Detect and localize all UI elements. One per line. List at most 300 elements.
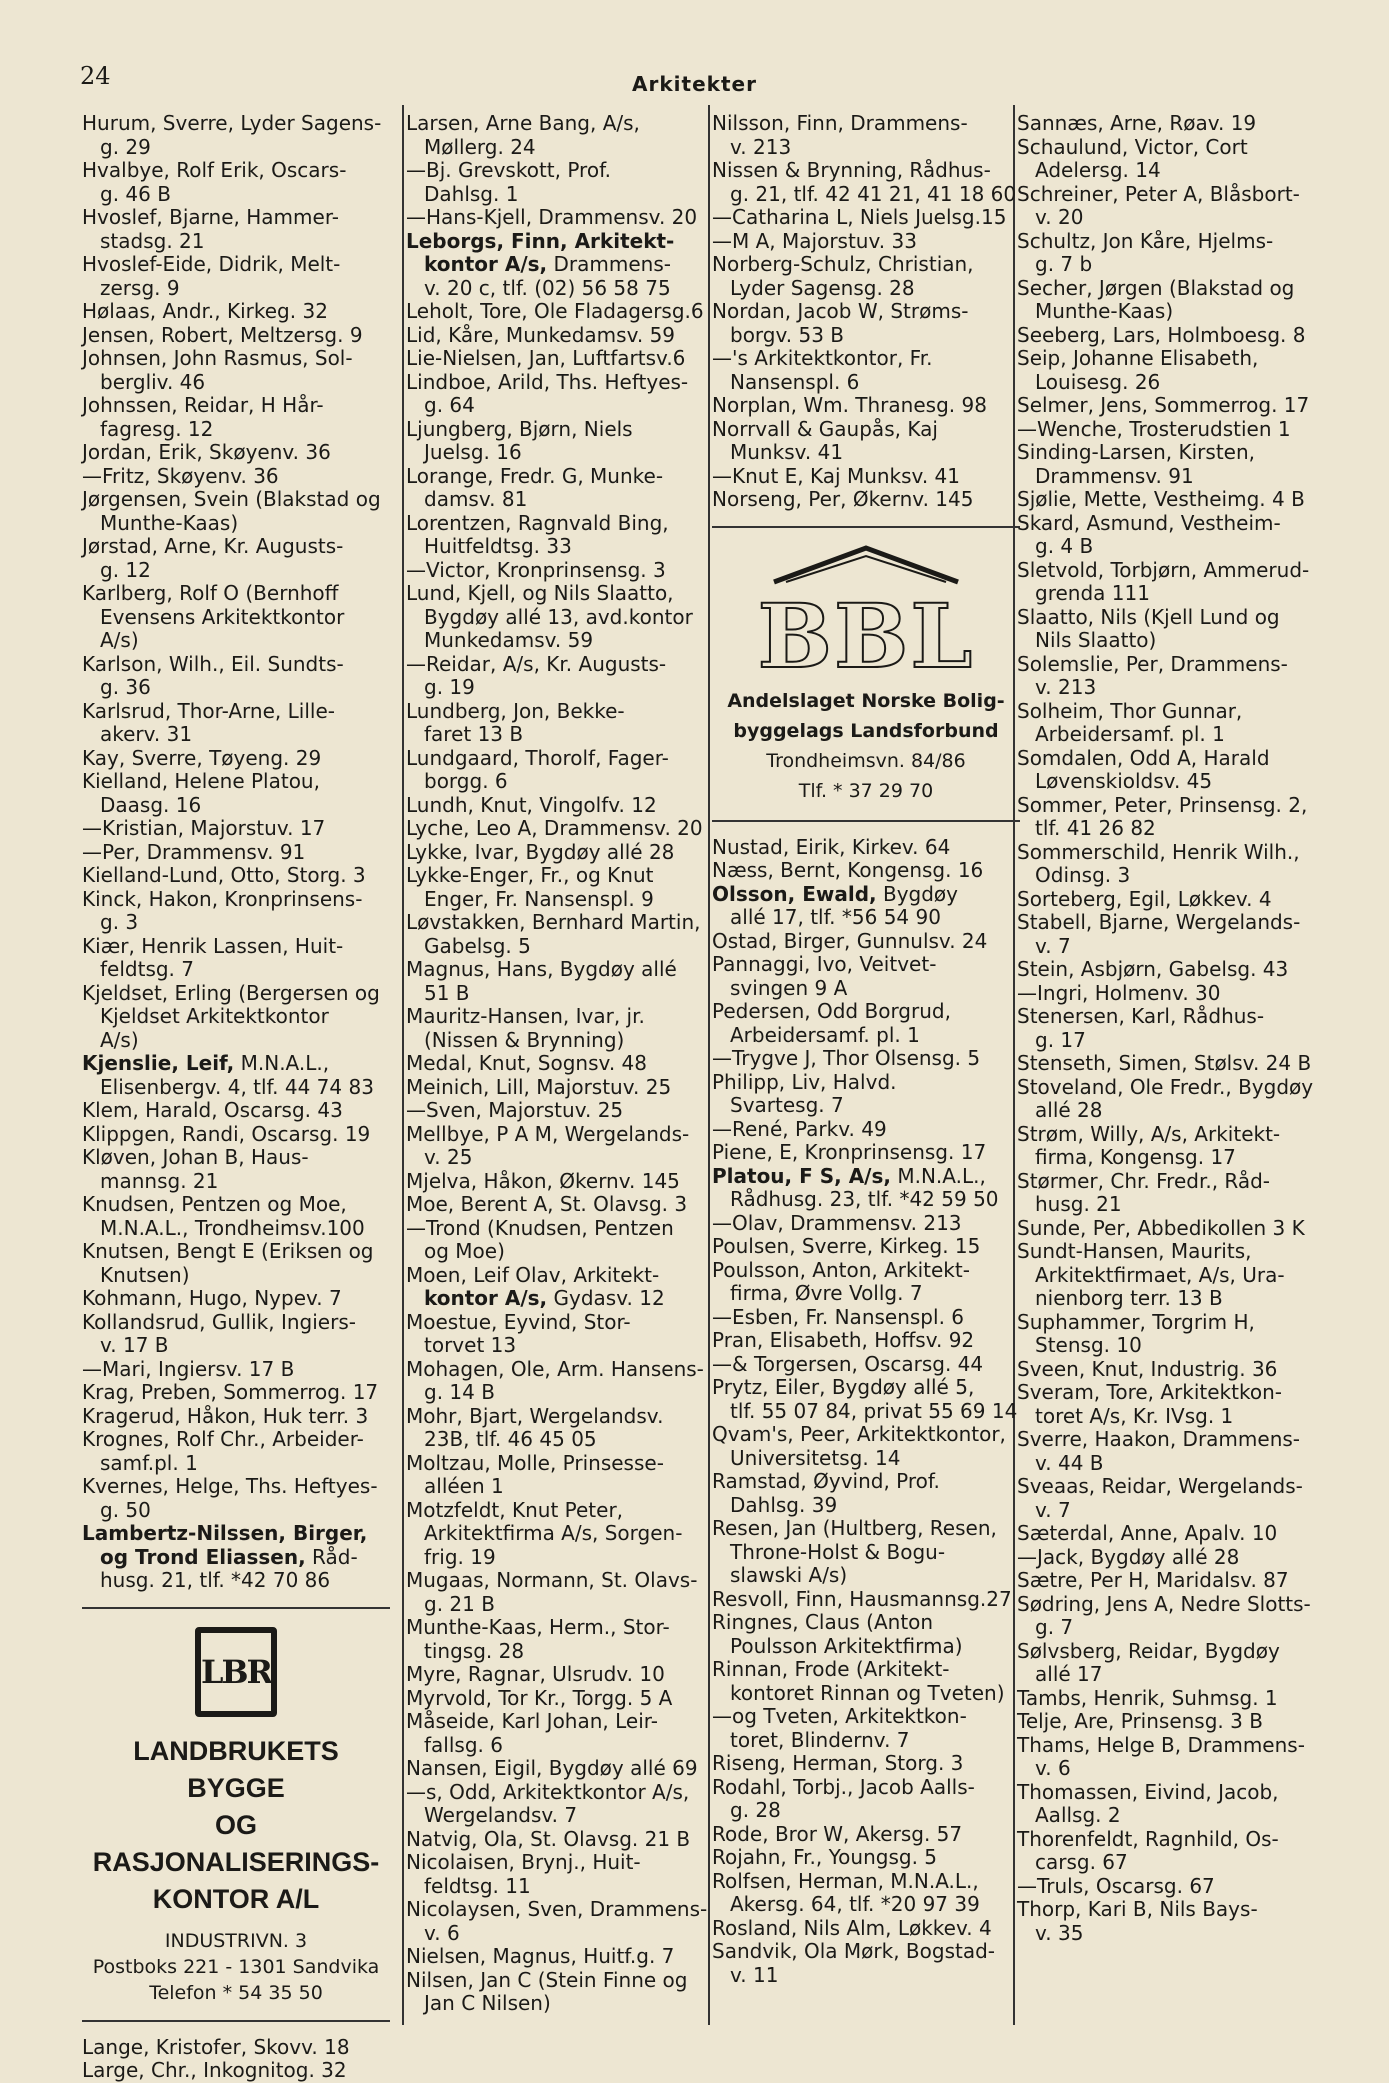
- entry-name-line: Sveen, Knut, Industrig. 36: [1017, 1356, 1278, 1381]
- directory-entry: [406, 1616, 714, 1663]
- entry-name-line: Large, Chr., Inkognitog. 32: [82, 2058, 347, 2082]
- entry-name-line: Magnus, Hans, Bygdøy allé: [406, 957, 677, 981]
- entry-name-line: Rodahl, Torbj., Jacob Aalls-: [712, 1774, 975, 1799]
- entry-continuation-line: allé 17, tlf. *56 54 90: [730, 905, 941, 929]
- entry-name-line: —René, Parkv. 49: [712, 1116, 887, 1141]
- entry-continuation-line: Arbeidersamf. pl. 1: [730, 1022, 920, 1047]
- roof-icon: [766, 542, 966, 586]
- entry-name-line: Johnsen, John Rasmus, Sol-: [82, 346, 353, 370]
- directory-entry: [712, 953, 1020, 1000]
- directory-entry: [1017, 512, 1325, 559]
- entry-name-line: Karlson, Wilh., Eil. Sundts-: [82, 651, 344, 676]
- entry-name-line: Solheim, Thor Gunnar,: [1017, 698, 1243, 723]
- entry-continuation-line: g. 3: [100, 910, 139, 934]
- entry-name-line: Stenseth, Simen, Stølsv. 24 B: [1017, 1051, 1312, 1075]
- entry-name-line: Strøm, Willy, A/s, Arkitekt-: [1017, 1121, 1281, 1146]
- bbl-advert: [712, 542, 1020, 806]
- directory-entry: [406, 206, 714, 230]
- directory-entry: [712, 300, 1020, 347]
- entry-name-line: —Catharina L, Niels Juelsg.15: [712, 205, 1007, 229]
- entry-continuation-line: samf.pl. 1: [100, 1450, 198, 1475]
- directory-entry: [82, 864, 390, 888]
- directory-entry: [712, 1165, 1020, 1212]
- entry-name-line: Stabell, Bjarne, Wergelands-: [1017, 910, 1301, 934]
- directory-entry: [406, 1358, 714, 1405]
- entry-continuation-line: v. 213: [730, 134, 792, 159]
- lbr-logo: LBR: [195, 1627, 277, 1717]
- entry-continuation-line: Elisenbergv. 4, tlf. 44 74 83: [100, 1074, 374, 1099]
- entry-continuation-line: allé 17: [1035, 1662, 1103, 1686]
- lbr-postbox: Postboks 221 - 1301 Sandvika: [92, 1955, 380, 1978]
- entry-name-line: Lund, Kjell, og Nils Slaatto,: [406, 581, 674, 605]
- entry-name-line: —Jack, Bygdøy allé 28: [1017, 1544, 1240, 1569]
- directory-entry: [82, 841, 390, 865]
- entry-continuation-line: Aallsg. 2: [1035, 1803, 1121, 1827]
- directory-entry: [1017, 1898, 1325, 1945]
- entry-name-line: Sødring, Jens A, Nedre Slotts-: [1017, 1591, 1311, 1616]
- entry-continuation-line: slawski A/s): [730, 1563, 848, 1587]
- directory-entry: [712, 859, 1020, 883]
- entry-continuation-line: v. 7: [1035, 1497, 1071, 1522]
- entry-continuation-line: v. 213: [1035, 675, 1097, 699]
- entry-continuation-line: v. 17 B: [100, 1333, 169, 1357]
- entry-name-line: Moen, Leif Olav, Arkitekt-: [406, 1262, 660, 1287]
- entry-name-line: —Esben, Fr. Nansenspl. 6: [712, 1304, 965, 1329]
- entry-name-line: Løvstakken, Bernhard Martin,: [406, 910, 701, 934]
- entry-name-line: Stein, Asbjørn, Gabelsg. 43: [1017, 957, 1289, 981]
- directory-entry: [82, 1052, 390, 1099]
- entry-continuation-line: Møllerg. 24: [424, 134, 536, 159]
- entry-name-line: Sætre, Per H, Maridalsv. 87: [1017, 1568, 1289, 1592]
- entry-name-line: Ljungberg, Bjørn, Niels: [406, 416, 633, 441]
- directory-entry: [1017, 1358, 1325, 1382]
- entry-name-line: Næss, Bernt, Kongensg. 16: [712, 858, 984, 882]
- directory-entry: [1017, 1828, 1325, 1875]
- directory-entry: [82, 206, 390, 253]
- entry-continuation-line: mannsg. 21: [100, 1168, 219, 1193]
- entry-continuation-line: Gabelsg. 5: [424, 933, 531, 958]
- directory-entry: [1017, 1076, 1325, 1123]
- entry-name-line: Rode, Bror W, Akersg. 57: [712, 1821, 963, 1846]
- entry-name-line: Munthe-Kaas, Herm., Stor-: [406, 1615, 670, 1639]
- directory-entry: [1017, 1381, 1325, 1428]
- entry-name-line: Lundberg, Jon, Bekke-: [406, 698, 625, 723]
- entry-name-line: Motzfeldt, Knut Peter,: [406, 1497, 624, 1522]
- directory-entry: [406, 582, 714, 653]
- directory-entry: [1017, 700, 1325, 747]
- entry-name-line: Kiær, Henrik Lassen, Huit-: [82, 933, 344, 958]
- column-4: [1017, 112, 1325, 1945]
- directory-entry: [406, 1757, 714, 1781]
- entry-continuation-line: zersg. 9: [100, 275, 180, 300]
- directory-entry: [1017, 1687, 1325, 1711]
- directory-entry: [406, 1687, 714, 1711]
- directory-entry: [1017, 1522, 1325, 1546]
- directory-entry: [82, 112, 390, 159]
- entry-name-line: —og Tveten, Arkitektkon-: [712, 1704, 967, 1728]
- column-2: [406, 112, 714, 2016]
- entry-name-line: Stoveland, Ole Fredr., Bygdøy: [1017, 1074, 1314, 1099]
- entry-name-line: Lambertz-Nilssen, Birger,: [82, 1521, 368, 1545]
- divider: [712, 820, 1020, 822]
- entry-name-line: Sommerschild, Henrik Wilh.,: [1017, 839, 1300, 864]
- entry-name-line: Poulsen, Sverre, Kirkeg. 15: [712, 1234, 981, 1258]
- directory-entry: [406, 1005, 714, 1052]
- entry-name-line: Platou, F S, A/s, M.N.A.L.,: [712, 1163, 986, 1188]
- entry-name-line: Sunde, Per, Abbedikollen 3 K: [1017, 1215, 1305, 1240]
- directory-entry: [712, 1776, 1020, 1823]
- directory-entry: [712, 1329, 1020, 1353]
- entry-name-line: —Mari, Ingiersv. 17 B: [82, 1356, 295, 1381]
- directory-entry: [712, 465, 1020, 489]
- divider: [82, 2020, 390, 2022]
- entry-name-line: Sølvsberg, Reidar, Bygdøy: [1017, 1638, 1280, 1663]
- entry-name-line: Tambs, Henrik, Suhmsg. 1: [1017, 1685, 1278, 1710]
- entry-name-line: Leborgs, Finn, Arkitekt-: [406, 228, 675, 253]
- entries-list: [712, 112, 1020, 512]
- entry-name-line: Nicolaisen, Brynj., Huit-: [406, 1850, 641, 1874]
- entry-name-line: Klippgen, Randi, Oscarsg. 19: [82, 1121, 371, 1146]
- entry-continuation-line: Evensens Arkitektkontor: [100, 604, 345, 629]
- entry-continuation-line: Bygdøy allé 13, avd.kontor: [424, 604, 693, 629]
- entry-name-line: Størmer, Chr. Fredr., Råd-: [1017, 1168, 1271, 1193]
- entry-name-line: Mauritz-Hansen, Ivar, jr.: [406, 1004, 645, 1028]
- entry-continuation-line: Nils Slaatto): [1035, 628, 1157, 652]
- entry-name-line: Norberg-Schulz, Christian,: [712, 252, 974, 276]
- entry-continuation-line: g. 21, tlf. 42 41 21, 41 18 60: [730, 181, 1017, 206]
- entry-continuation-line: feldtsg. 11: [424, 1873, 531, 1898]
- directory-entry: [1017, 1240, 1325, 1311]
- entry-continuation-line: tlf. 55 07 84, privat 55 69 14: [730, 1398, 1018, 1423]
- directory-entry: [406, 1123, 714, 1170]
- directory-entry: [712, 1353, 1020, 1377]
- entry-name-line: Hvoslef-Eide, Didrik, Melt-: [82, 252, 341, 276]
- entry-continuation-line: Odinsg. 3: [1035, 863, 1131, 887]
- entry-name-line: Resvoll, Finn, Hausmannsg.27: [712, 1586, 1012, 1611]
- directory-entry: [712, 1611, 1020, 1658]
- directory-entry: [406, 1499, 714, 1570]
- entry-continuation-line: feldtsg. 7: [100, 957, 194, 981]
- entry-name-line: —Hans-Kjell, Drammensv. 20: [406, 205, 698, 229]
- entry-name-line: Johnssen, Reidar, H Hår-: [82, 393, 324, 417]
- directory-entry: [712, 1588, 1020, 1612]
- entry-continuation-line: Louisesg. 26: [1035, 369, 1161, 394]
- entry-name-line: Rojahn, Fr., Youngsg. 5: [712, 1845, 938, 1869]
- entry-continuation-line: g. 14 B: [424, 1380, 495, 1404]
- directory-entry: [406, 1969, 714, 2016]
- entry-continuation-line: Arkitektfirma A/s, Sorgen-: [424, 1521, 683, 1545]
- entry-continuation-line: 23B, tlf. 46 45 05: [424, 1427, 597, 1451]
- entry-continuation-line: Arbeidersamf. pl. 1: [1035, 722, 1225, 746]
- entry-continuation-line: husg. 21: [1035, 1192, 1122, 1216]
- entry-name-line: Secher, Jørgen (Blakstad og: [1017, 275, 1295, 300]
- directory-entry: [712, 1870, 1020, 1917]
- column-divider: [402, 105, 404, 2025]
- entries-list: [1017, 112, 1325, 1945]
- directory-entry: [406, 559, 714, 583]
- directory-entry: [1017, 982, 1325, 1006]
- entry-continuation-line: g. 29: [100, 134, 151, 159]
- directory-entry: [712, 1071, 1020, 1118]
- directory-entry: [712, 1940, 1020, 1987]
- entry-name-line: Solemslie, Per, Drammens-: [1017, 651, 1288, 676]
- directory-entry: [82, 2059, 390, 2083]
- lbr-title-line: OG RASJONALISERINGS-: [92, 1809, 380, 1877]
- entry-continuation-line: husg. 21, tlf. *42 70 86: [100, 1568, 331, 1592]
- entry-name-line: Kielland, Helene Platou,: [82, 769, 320, 793]
- entry-continuation-line: g. 7 b: [1035, 252, 1093, 276]
- bbl-org-line: Andelslaget Norske Bolig-: [727, 689, 1005, 712]
- directory-entry: [712, 159, 1020, 206]
- entry-continuation-line: Munksv. 41: [730, 440, 844, 464]
- entry-name-line: Sundt-Hansen, Maurits,: [1017, 1239, 1252, 1263]
- directory-entry: [712, 1259, 1020, 1306]
- entry-continuation-line: kontoret Rinnan og Tveten): [730, 1680, 1005, 1705]
- directory-entry: [82, 1099, 390, 1123]
- entry-continuation-line: borgv. 53 B: [730, 322, 845, 347]
- entry-name-line: Pannaggi, Ivo, Veitvet-: [712, 952, 937, 976]
- entry-name-line: Sveram, Tore, Arkitektkon-: [1017, 1380, 1282, 1404]
- directory-entry: [406, 1193, 714, 1217]
- entry-name-line: Prytz, Eiler, Bygdøy allé 5,: [712, 1375, 975, 1399]
- entry-name-line: Schreiner, Peter A, Blåsbort-: [1017, 181, 1300, 206]
- directory-entry: [712, 1235, 1020, 1259]
- entries-list: [82, 112, 390, 1593]
- directory-entry: [1017, 277, 1325, 324]
- entry-continuation-line: v. 25: [424, 1145, 473, 1169]
- entry-continuation-line: kontor A/s, Gydasv. 12: [424, 1286, 665, 1310]
- directory-entry: [82, 653, 390, 700]
- entry-name-line: Sandvik, Ola Mørk, Bogstad-: [712, 1939, 996, 1963]
- entry-name-line: Natvig, Ola, St. Olavsg. 21 B: [406, 1826, 691, 1851]
- entry-name-line: Lorange, Fredr. G, Munke-: [406, 463, 664, 488]
- entry-name-line: Nordan, Jacob W, Strøms-: [712, 299, 969, 323]
- entry-name-line: Kløven, Johan B, Haus-: [82, 1145, 309, 1169]
- entry-continuation-line: Rådhusg. 23, tlf. *42 59 50: [730, 1187, 999, 1211]
- entry-continuation-line: g. 50: [100, 1497, 151, 1522]
- entry-continuation-line: carsg. 67: [1035, 1850, 1128, 1874]
- directory-entry: [406, 817, 714, 841]
- entry-continuation-line: g. 46 B: [100, 181, 171, 206]
- entry-name-line: Norrvall & Gaupås, Kaj: [712, 416, 938, 441]
- entry-name-line: —Trygve J, Thor Olsensg. 5: [712, 1046, 981, 1070]
- directory-entry: [712, 1658, 1020, 1705]
- directory-entry: [406, 958, 714, 1005]
- entry-continuation-line: g. 12: [100, 557, 151, 582]
- entry-name-line: Kielland-Lund, Otto, Storg. 3: [82, 863, 366, 887]
- directory-entry: [1017, 794, 1325, 841]
- entry-continuation-line: Daasg. 16: [100, 792, 202, 817]
- directory-entry: [712, 1517, 1020, 1588]
- entry-name-line: Stenersen, Karl, Rådhus-: [1017, 1004, 1265, 1028]
- directory-entry: [82, 1123, 390, 1147]
- entry-continuation-line: grenda 111: [1035, 581, 1150, 605]
- entry-name-line: Sæterdal, Anne, Apalv. 10: [1017, 1521, 1278, 1545]
- directory-entry: [82, 1405, 390, 1429]
- directory-entry: [406, 864, 714, 911]
- directory-entry: [82, 441, 390, 465]
- entry-name-line: Sorteberg, Egil, Løkkev. 4: [1017, 886, 1272, 911]
- entry-continuation-line: Nansenspl. 6: [730, 369, 860, 394]
- entry-continuation-line: Juelsg. 16: [424, 440, 522, 464]
- bbl-logo: BBL: [757, 583, 975, 688]
- entry-continuation-line: torvet 13: [424, 1333, 517, 1357]
- directory-entry: [406, 1710, 714, 1757]
- directory-entry: [1017, 1710, 1325, 1734]
- directory-entry: [82, 2036, 390, 2060]
- entry-name-line: Lie-Nielsen, Jan, Luftfartsv.6: [406, 346, 686, 370]
- entry-name-line: Lundgaard, Thorolf, Fager-: [406, 745, 669, 770]
- entry-name-line: —Knut E, Kaj Munksv. 41: [712, 463, 961, 488]
- entry-name-line: Rosland, Nils Alm, Løkkev. 4: [712, 1915, 992, 1940]
- entry-continuation-line: fagresg. 12: [100, 416, 214, 441]
- entry-continuation-line: v. 6: [424, 1920, 460, 1945]
- entry-continuation-line: g. 19: [424, 675, 475, 699]
- entry-continuation-line: Poulsson Arkitektfirma): [730, 1633, 963, 1658]
- directory-entry: [712, 1212, 1020, 1236]
- entry-name-line: Hvoslef, Bjarne, Hammer-: [82, 205, 339, 229]
- entry-name-line: Karlsrud, Thor-Arne, Lille-: [82, 698, 335, 723]
- lbr-advert: [82, 1627, 390, 2006]
- entry-name-line: Rolfsen, Herman, M.N.A.L.,: [712, 1868, 979, 1893]
- entry-name-line: Lindboe, Arild, Ths. Heftyes-: [406, 369, 689, 394]
- entry-name-line: Somdalen, Odd A, Harald: [1017, 745, 1270, 770]
- entry-continuation-line: Adelersg. 14: [1035, 158, 1161, 182]
- directory-entry: [406, 1781, 714, 1828]
- entry-continuation-line: v. 20 c, tlf. (02) 56 58 75: [424, 275, 671, 300]
- directory-entry: [406, 465, 714, 512]
- entry-name-line: Måseide, Karl Johan, Leir-: [406, 1709, 658, 1733]
- entry-name-line: Lid, Kåre, Munkedamsv. 59: [406, 322, 676, 347]
- entry-name-line: Klem, Harald, Oscarsg. 43: [82, 1098, 343, 1122]
- directory-entry: [1017, 1593, 1325, 1640]
- directory-entry: [82, 817, 390, 841]
- directory-entry: [82, 1287, 390, 1311]
- page-heading: Arkitekter: [632, 72, 757, 96]
- entry-name-line: —Victor, Kronprinsensg. 3: [406, 557, 666, 582]
- entry-name-line: Krognes, Rolf Chr., Arbeider-: [82, 1427, 364, 1451]
- directory-entry: [712, 1846, 1020, 1870]
- entry-name-line: —Bj. Grevskott, Prof.: [406, 158, 612, 182]
- directory-entry: [406, 112, 714, 159]
- entry-name-line: Lykke-Enger, Fr., og Knut: [406, 863, 654, 887]
- entry-name-line: Nilsson, Finn, Drammens-: [712, 111, 968, 135]
- entry-continuation-line: Lyder Sagensg. 28: [730, 275, 915, 300]
- entry-continuation-line: v. 35: [1035, 1920, 1084, 1945]
- directory-entry: [712, 206, 1020, 230]
- entry-continuation-line: Dahlsg. 39: [730, 1492, 838, 1517]
- entry-name-line: Hølaas, Andr., Kirkeg. 32: [82, 299, 328, 323]
- bbl-org-line: byggelags Landsforbund: [733, 719, 999, 742]
- directory-entry: [82, 1428, 390, 1475]
- directory-entry: [712, 1118, 1020, 1142]
- directory-entry: [82, 159, 390, 206]
- directory-entry: [406, 1569, 714, 1616]
- entry-continuation-line: (Nissen & Brynning): [424, 1027, 625, 1052]
- entry-continuation-line: Munthe-Kaas): [100, 510, 239, 535]
- entry-continuation-line: Universitetsg. 14: [730, 1445, 901, 1470]
- directory-entry: [712, 230, 1020, 254]
- directory-entry: [406, 512, 714, 559]
- directory-entry: [1017, 230, 1325, 277]
- entry-name-line: Kjeldset, Erling (Bergersen og: [82, 980, 380, 1005]
- entry-name-line: —Reidar, A/s, Kr. Augusts-: [406, 651, 667, 676]
- entry-name-line: Moltzau, Molle, Prinsesse-: [406, 1450, 664, 1475]
- entry-continuation-line: firma, Øvre Vollg. 7: [730, 1281, 923, 1305]
- entry-name-line: —'s Arkitektkontor, Fr.: [712, 346, 933, 370]
- directory-entry: [82, 982, 390, 1053]
- entry-name-line: Jordan, Erik, Skøyenv. 36: [82, 440, 331, 464]
- directory-entry: [712, 253, 1020, 300]
- entry-continuation-line: allé 28: [1035, 1098, 1103, 1122]
- directory-entry: [406, 1264, 714, 1311]
- entry-name-line: Ramstad, Øyvind, Prof.: [712, 1469, 940, 1493]
- directory-entry: [406, 159, 714, 206]
- entry-name-line: Nielsen, Magnus, Huitf.g. 7: [406, 1944, 675, 1968]
- entry-name-line: Riseng, Herman, Storg. 3: [712, 1751, 964, 1775]
- directory-entry: [82, 582, 390, 653]
- directory-entry: [82, 300, 390, 324]
- directory-entry: [1017, 418, 1325, 442]
- entry-continuation-line: Munthe-Kaas): [1035, 299, 1174, 323]
- entry-name-line: Larsen, Arne Bang, A/s,: [406, 111, 640, 135]
- entry-name-line: Sjølie, Mette, Vestheimg. 4 B: [1017, 487, 1305, 511]
- lbr-phone: Telefon * 54 35 50: [149, 1981, 323, 2004]
- entry-name-line: Olsson, Ewald, Bygdøy: [712, 881, 958, 906]
- entry-name-line: Lorentzen, Ragnvald Bing,: [406, 510, 669, 535]
- entry-continuation-line: akerv. 31: [100, 722, 193, 746]
- entry-name-line: —Olav, Drammensv. 213: [712, 1210, 962, 1235]
- directory-entry: [406, 1898, 714, 1945]
- entry-continuation-line: Løvenskioldsv. 45: [1035, 769, 1213, 793]
- column-3: [712, 112, 1020, 1987]
- entry-name-line: Suphammer, Torgrim H,: [1017, 1309, 1255, 1334]
- directory-entry: [712, 347, 1020, 394]
- entry-name-line: Hurum, Sverre, Lyder Sagens-: [82, 111, 382, 135]
- entry-name-line: Jørgensen, Svein (Blakstad og: [82, 487, 381, 511]
- entry-continuation-line: Munkedamsv. 59: [424, 628, 594, 652]
- entry-name-line: Meinich, Lill, Majorstuv. 25: [406, 1074, 672, 1099]
- entry-name-line: Sverre, Haakon, Drammens-: [1017, 1427, 1301, 1451]
- column-1: [82, 112, 390, 2083]
- entry-name-line: —M A, Majorstuv. 33: [712, 228, 917, 253]
- entry-continuation-line: g. 64: [424, 393, 475, 417]
- directory-entry: [406, 1828, 714, 1852]
- entry-name-line: Sveaas, Reidar, Wergelands-: [1017, 1474, 1303, 1498]
- directory-entry: [712, 1376, 1020, 1423]
- entry-continuation-line: bergliv. 46: [100, 369, 206, 394]
- entry-continuation-line: Stensg. 10: [1035, 1333, 1142, 1357]
- directory-entry: [1017, 1123, 1325, 1170]
- directory-entry: [1017, 394, 1325, 418]
- entry-name-line: Sinding-Larsen, Kirsten,: [1017, 440, 1255, 464]
- directory-entry: [406, 418, 714, 465]
- entry-continuation-line: g. 36: [100, 675, 151, 699]
- entry-name-line: —Ingri, Holmenv. 30: [1017, 980, 1221, 1005]
- entry-name-line: Telje, Are, Prinsensg. 3 B: [1017, 1709, 1263, 1733]
- entry-name-line: Schaulund, Victor, Cort: [1017, 134, 1248, 159]
- directory-entry: [82, 1358, 390, 1382]
- directory-entry: [82, 935, 390, 982]
- entry-continuation-line: v. 44 B: [1035, 1450, 1104, 1475]
- entry-name-line: Mugaas, Normann, St. Olavs-: [406, 1568, 698, 1592]
- directory-entry: [406, 347, 714, 371]
- entry-continuation-line: Throne-Holst & Bogu-: [730, 1539, 946, 1564]
- entry-continuation-line: kontor A/s, Drammens-: [424, 252, 671, 276]
- entry-continuation-line: svingen 9 A: [730, 975, 848, 1000]
- entry-continuation-line: Drammensv. 91: [1035, 463, 1194, 488]
- directory-entry: [1017, 324, 1325, 348]
